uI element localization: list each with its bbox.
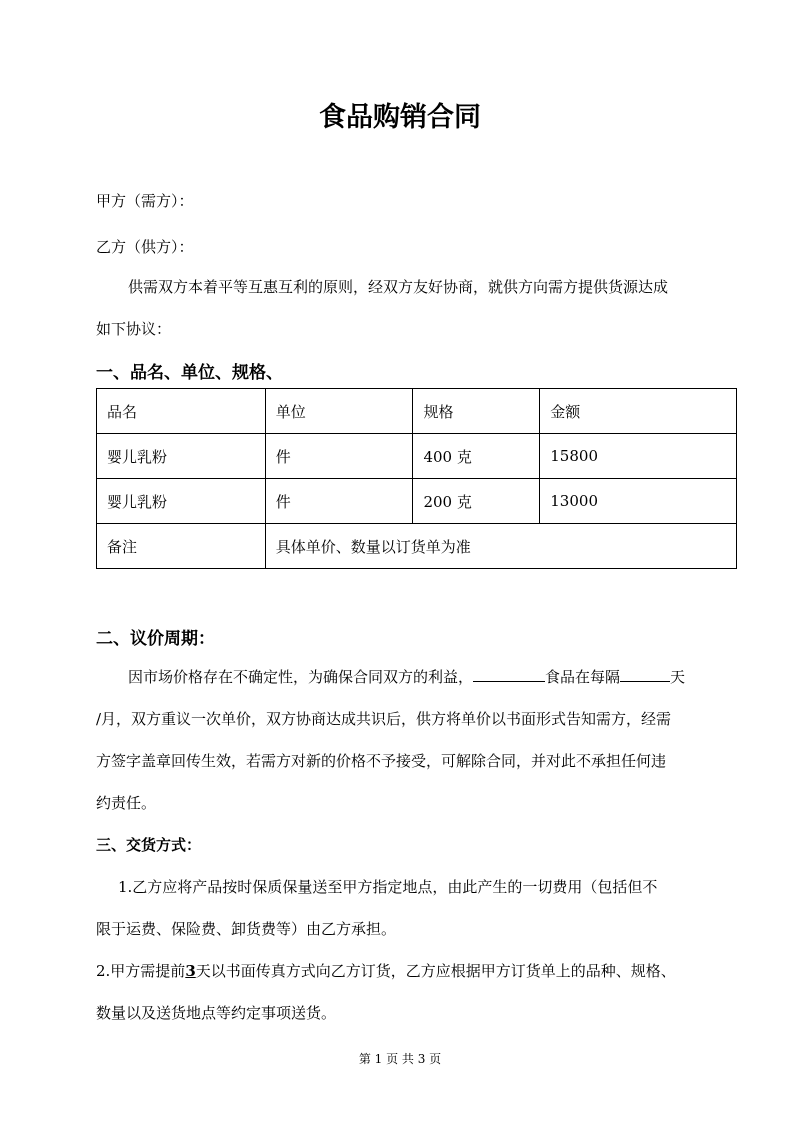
intro-line-2: 如下协议：: [96, 320, 172, 338]
section-2-text-b: 食品在每隔: [545, 668, 621, 686]
section-1-heading: 一、品名、单位、规格、: [96, 363, 283, 383]
advance-days-value: 3: [185, 962, 196, 980]
remark-text: 具体单价、数量以订货单为准: [265, 524, 736, 569]
product-table: [96, 388, 737, 569]
section-2-line-2: /月，双方重议一次单价，双方协商达成共识后，供方将单价以书面形式告知需方，经需: [96, 710, 672, 728]
header-cell-unit: 单位: [265, 389, 413, 434]
table-cell: 件: [265, 479, 413, 524]
table-cell: 400 克: [413, 434, 540, 479]
table-cell: 婴儿乳粉: [97, 479, 266, 524]
blank-line-interval: [620, 680, 670, 682]
table-row: [97, 434, 737, 479]
section-2-line-1: [128, 666, 685, 687]
table-cell: 13000: [540, 479, 737, 524]
table-cell: 婴儿乳粉: [97, 434, 266, 479]
party-a-label: 甲方（需方）：: [96, 192, 194, 210]
page-footer: 第 1 页 共 3 页: [358, 1052, 442, 1066]
item-2-text-b: 天以书面传真方式向乙方订货，乙方应根据甲方订货单上的品种、规格、: [195, 962, 676, 980]
section-2-line-4: 约责任。: [96, 794, 157, 812]
section-2-text-a: 因市场价格存在不确定性，为确保合同双方的利益，: [128, 668, 474, 686]
item-2-text-a: 2.甲方需提前: [96, 962, 186, 980]
table-remark-row: [97, 524, 737, 569]
remark-label: 备注: [97, 524, 266, 569]
header-cell-name: 品名: [97, 389, 266, 434]
section-3-item-1-line-1: 1.乙方应将产品按时保质保量送至甲方指定地点，由此产生的一切费用（包括但不: [118, 878, 658, 896]
party-b-label: 乙方（供方）：: [96, 238, 194, 256]
table-cell: 200 克: [413, 479, 540, 524]
section-3-item-1-line-2: 限于运费、保险费、卸货费等）由乙方承担。: [96, 920, 397, 938]
header-cell-amount: 金额: [540, 389, 737, 434]
section-2-heading: 二、议价周期：: [96, 629, 215, 649]
section-3-item-2-line-2: 数量以及送货地点等约定事项送货。: [96, 1004, 337, 1022]
table-row: [97, 479, 737, 524]
section-3-item-2-line-1: [96, 960, 676, 981]
blank-line-food: [473, 680, 545, 682]
section-2-line-3: 方签字盖章回传生效，若需方对新的价格不予接受，可解除合同，并对此不承担任何违: [96, 752, 667, 770]
table-cell: 件: [265, 434, 413, 479]
section-2-text-c: 天: [670, 668, 686, 686]
section-3-heading: 三、交货方式：: [96, 836, 202, 854]
page-title: 食品购销合同: [319, 102, 481, 133]
intro-line-1: 供需双方本着平等互惠互利的原则，经双方友好协商，就供方向需方提供货源达成: [128, 278, 669, 296]
table-header-row: [97, 389, 737, 434]
table-cell: 15800: [540, 434, 737, 479]
header-cell-spec: 规格: [413, 389, 540, 434]
